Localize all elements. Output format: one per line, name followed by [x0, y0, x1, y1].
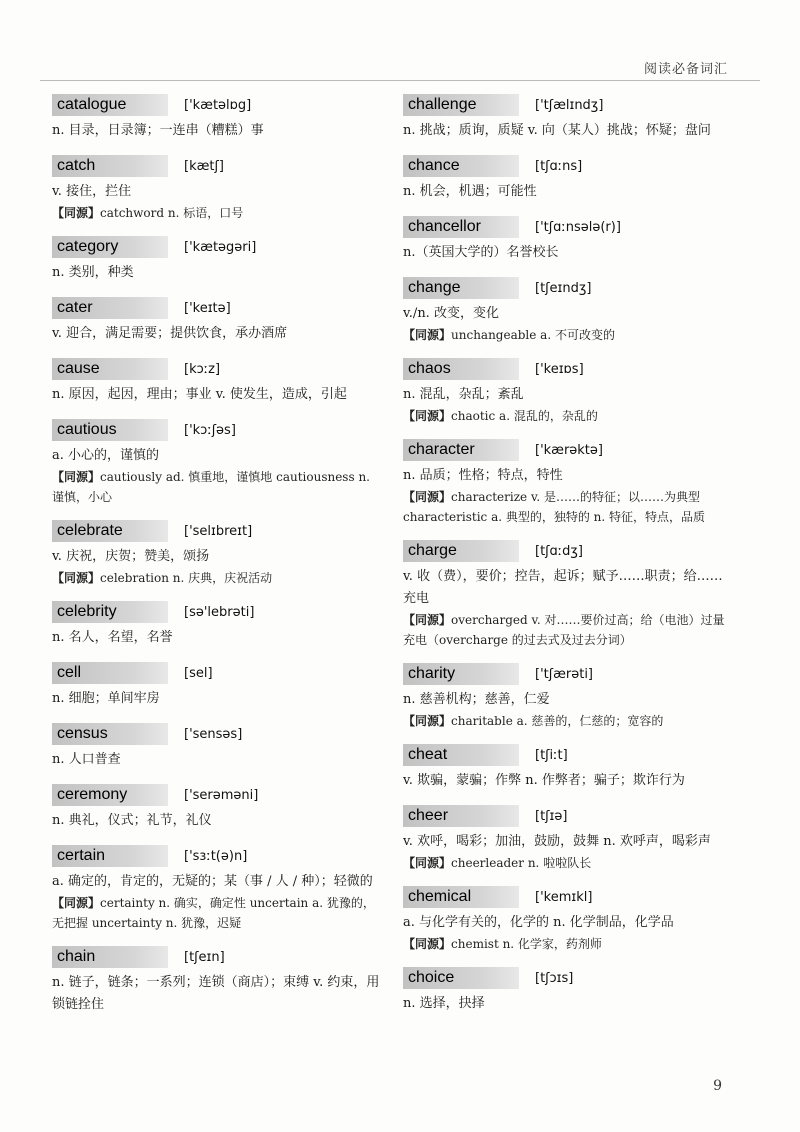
phonetic: [tʃeɪn] — [184, 949, 225, 965]
definition: n. 品质；性格；特点，特性 — [403, 468, 563, 483]
definition: a. 与化学有关的，化学的 n. 化学制品，化学品 — [403, 915, 674, 930]
related-text: charitable a. 慈善的，仁慈的；宽容的 — [451, 714, 664, 728]
entry — [403, 540, 733, 650]
headword: choice — [403, 967, 519, 989]
headword: chain — [52, 946, 168, 968]
entry — [52, 601, 382, 649]
entry — [403, 277, 733, 345]
definition: v. 庆祝，庆贺；赞美，颂扬 — [52, 549, 210, 564]
phonetic: ['kærəktə] — [535, 442, 603, 458]
entry — [52, 297, 382, 345]
entry — [52, 358, 382, 406]
phonetic: ['sensəs] — [184, 726, 243, 742]
left-column — [52, 94, 382, 1029]
definition: v. 欢呼，喝彩；加油，鼓励，鼓舞 n. 欢呼声，喝彩声 — [403, 834, 711, 849]
phonetic: [tʃɔɪs] — [535, 970, 574, 986]
related-text: chaotic a. 混乱的，杂乱的 — [451, 409, 598, 423]
related-forms — [52, 467, 382, 507]
related-tag: 【同源】 — [403, 613, 452, 627]
entry — [403, 155, 733, 203]
definition: n. 慈善机构；慈善，仁爱 — [403, 692, 550, 707]
phonetic: [tʃɑːns] — [535, 158, 583, 174]
headword: census — [52, 723, 168, 745]
definition: n. 链子，链条；一系列；连锁（商店）；束缚 v. 约束，用锁链拴住 — [52, 975, 380, 1012]
entry — [52, 723, 382, 771]
entry — [403, 805, 733, 873]
related-text: certainty n. 确实，确定性 uncertain a. 犹豫的，无把握 uncertainty n. 犹豫，迟疑 — [52, 896, 375, 930]
phonetic: ['tʃærəti] — [535, 666, 593, 682]
phonetic: [tʃeɪndʒ] — [535, 280, 592, 296]
headword: certain — [52, 845, 168, 867]
entry — [52, 520, 382, 588]
phonetic: ['tʃælɪndʒ] — [535, 97, 604, 113]
headword: ceremony — [52, 784, 168, 806]
definition: n. 混乱，杂乱；紊乱 — [403, 387, 524, 402]
phonetic: [tʃiːt] — [535, 747, 568, 763]
definition: v. 收（费），要价；控告，起诉；赋予……职责；给……充电 — [403, 569, 723, 606]
phonetic: ['kɔːʃəs] — [184, 422, 236, 438]
related-forms — [403, 934, 733, 954]
entry — [52, 845, 382, 933]
definition: n. 挑战；质询，质疑 v. 向（某人）挑战；怀疑；盘问 — [403, 123, 711, 138]
related-text: catchword n. 标语，口号 — [100, 206, 244, 220]
entry — [403, 358, 733, 426]
headword: catch — [52, 155, 168, 177]
related-forms — [403, 325, 733, 345]
phonetic: ['tʃɑːnsələ(r)] — [535, 219, 621, 235]
related-forms — [403, 406, 733, 426]
headword: celebrity — [52, 601, 168, 623]
entry — [52, 662, 382, 710]
phonetic: [tʃɪə] — [535, 808, 568, 824]
headword: charge — [403, 540, 519, 562]
entry — [52, 784, 382, 832]
entry — [403, 94, 733, 142]
definition: n. 原因，起因，理由；事业 v. 使发生，造成，引起 — [52, 387, 347, 402]
header-rule — [40, 80, 760, 81]
related-forms — [403, 711, 733, 731]
definition: n. 细胞；单间牢房 — [52, 691, 160, 706]
related-tag: 【同源】 — [403, 490, 452, 504]
entry — [403, 886, 733, 954]
headword: chance — [403, 155, 519, 177]
headword: cautious — [52, 419, 168, 441]
phonetic: ['sɜːt(ə)n] — [184, 848, 248, 864]
related-forms — [403, 610, 733, 650]
headword: cheat — [403, 744, 519, 766]
definition: n. 人口普查 — [52, 752, 121, 767]
phonetic: [sel] — [184, 665, 213, 681]
related-tag: 【同源】 — [403, 856, 452, 870]
related-text: chemist n. 化学家，药剂师 — [451, 937, 602, 951]
phonetic: ['kætəlɒg] — [184, 97, 252, 113]
related-text: overcharged v. 对……要价过高；给（电池）过量充电（overcharge 的过去式及过去分词） — [403, 613, 725, 647]
phonetic: ['serəməni] — [184, 787, 259, 803]
entry — [403, 439, 733, 527]
headword: cheer — [403, 805, 519, 827]
related-text: cautiously ad. 慎重地，谨慎地 cautiousness n. 谨慎，小心 — [52, 470, 370, 504]
related-tag: 【同源】 — [403, 328, 452, 342]
definition: v. 欺骗，蒙骗；作弊 n. 作弊者；骗子；欺诈行为 — [403, 773, 685, 788]
headword: cater — [52, 297, 168, 319]
definition: n. 典礼，仪式；礼节，礼仪 — [52, 813, 212, 828]
related-tag: 【同源】 — [52, 896, 101, 910]
entry — [52, 155, 382, 223]
definition: n.（英国大学的）名誉校长 — [403, 245, 559, 260]
headword: challenge — [403, 94, 519, 116]
related-tag: 【同源】 — [403, 409, 452, 423]
phonetic: [kætʃ] — [184, 158, 224, 174]
entry — [403, 967, 733, 1015]
definition: n. 目录，日录簿；一连串（糟糕）事 — [52, 123, 264, 138]
related-tag: 【同源】 — [403, 714, 452, 728]
entry — [52, 236, 382, 284]
headword: catalogue — [52, 94, 168, 116]
related-forms — [52, 568, 382, 588]
definition: a. 小心的，谨慎的 — [52, 448, 160, 463]
phonetic: [sə'lebrəti] — [184, 604, 255, 620]
page-number: 9 — [713, 1078, 722, 1094]
headword: cell — [52, 662, 168, 684]
phonetic: ['kemɪkl] — [535, 889, 593, 905]
definition: a. 确定的，肯定的，无疑的；某（事 / 人 / 种）；轻微的 — [52, 874, 373, 889]
definition: v./n. 改变，变化 — [403, 306, 499, 321]
related-text: unchangeable a. 不可改变的 — [451, 328, 615, 342]
phonetic: ['keɪtə] — [184, 300, 231, 316]
headword: change — [403, 277, 519, 299]
headword: chemical — [403, 886, 519, 908]
entry — [403, 663, 733, 731]
entry — [52, 946, 382, 1016]
phonetic: ['selɪbreɪt] — [184, 523, 253, 539]
related-forms — [52, 203, 382, 223]
definition: v. 迎合，满足需要；提供饮食，承办酒席 — [52, 326, 288, 341]
related-tag: 【同源】 — [52, 470, 101, 484]
headword: chaos — [403, 358, 519, 380]
headword: celebrate — [52, 520, 168, 542]
related-tag: 【同源】 — [52, 206, 101, 220]
definition: n. 选择，抉择 — [403, 996, 485, 1011]
headword: cause — [52, 358, 168, 380]
headword: chancellor — [403, 216, 519, 238]
phonetic: ['kætəgəri] — [184, 239, 257, 255]
definition: n. 名人，名望，名誉 — [52, 630, 173, 645]
related-forms — [52, 893, 382, 933]
entry — [403, 216, 733, 264]
related-text: characterize v. 是……的特征；以……为典型 characteristic a. 典型的，独特的 n. 特征，特点，品质 — [403, 490, 706, 524]
entry — [403, 744, 733, 792]
entry — [52, 94, 382, 142]
headword: charity — [403, 663, 519, 685]
definition: n. 类别，种类 — [52, 265, 134, 280]
right-column — [403, 94, 733, 1028]
headword: character — [403, 439, 519, 461]
related-tag: 【同源】 — [52, 571, 101, 585]
phonetic: ['keɪɒs] — [535, 361, 584, 377]
definition: n. 机会，机遇；可能性 — [403, 184, 537, 199]
running-header: 阅读必备词汇 — [643, 62, 728, 77]
related-forms — [403, 487, 733, 527]
related-text: celebration n. 庆典，庆祝活动 — [100, 571, 273, 585]
related-tag: 【同源】 — [403, 937, 452, 951]
definition: v. 接住，拦住 — [52, 184, 132, 199]
phonetic: [tʃɑːdʒ] — [535, 543, 584, 559]
entry — [52, 419, 382, 507]
phonetic: [kɔːz] — [184, 361, 221, 377]
related-forms — [403, 853, 733, 873]
headword: category — [52, 236, 168, 258]
related-text: cheerleader n. 啦啦队长 — [451, 856, 592, 870]
